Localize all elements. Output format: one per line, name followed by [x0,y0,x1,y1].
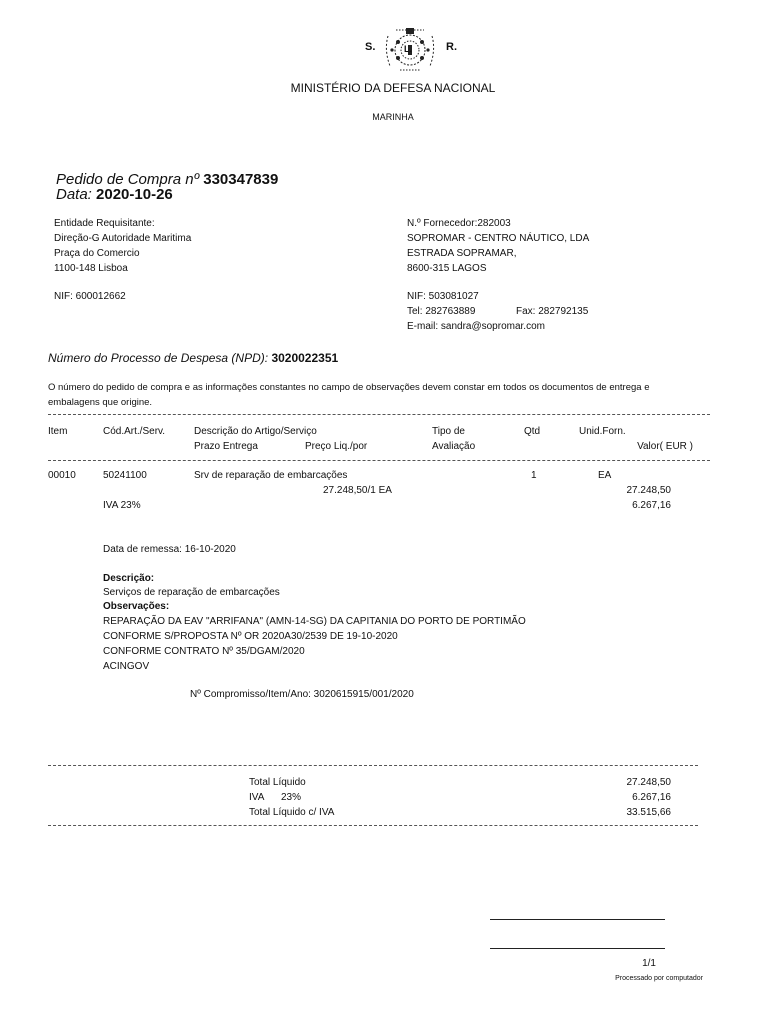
total-gross-label: Total Líquido c/ IVA [249,807,335,818]
order-number: 330347839 [203,171,279,188]
total-net-label: Total Líquido [249,777,306,788]
observation-line: REPARAÇÃO DA EAV "ARRIFANA" (AMN-14-SG) DA CAPITANIA DO PORTO DE PORTIMÃO [103,616,526,627]
description-text: Serviços de reparação de embarcações [103,587,280,598]
line-item-number: 00010 [48,470,76,481]
total-gross-value: 33.515,66 [626,807,671,818]
requester-nif: NIF: 600012662 [54,291,126,302]
observation-line: CONFORME S/PROPOSTA Nº OR 2020A30/2539 DE 19-10-2020 [103,631,398,642]
total-vat-value: 6.267,16 [632,792,671,803]
col-eval-type-1: Tipo de [432,426,465,437]
observation-line: CONFORME CONTRATO Nº 35/DGAM/2020 [103,646,305,657]
npd-label: Número do Processo de Despesa (NPD): [48,351,269,365]
requester-line-2: Direção-G Autoridade Maritima [54,233,192,244]
line-item-qty: 1 [531,470,537,481]
supplier-nif: NIF: 503081027 [407,291,479,302]
order-date: 2020-10-26 [96,186,173,203]
col-qty: Qtd [524,426,541,437]
col-description: Descrição do Artigo/Serviço [194,426,317,437]
line-item-value: 27.248,50 [626,485,671,496]
ministry-title: MINISTÉRIO DA DEFESA NACIONAL [290,81,496,95]
col-price: Preço Liq./por [305,441,368,452]
npd-line [48,351,338,365]
npd-value: 3020022351 [271,351,339,365]
notice-line-2: embalagens que origine. [48,397,153,408]
crest-letter-s: S. [365,41,376,53]
signature-line [490,919,665,920]
col-item: Item [48,426,68,437]
branch-title: MARINHA [372,112,414,122]
crest-letter-l: L. [404,44,412,54]
requester-line-4: 1100-148 Lisboa [54,263,128,274]
order-title-label: Pedido de Compra nº [56,171,200,188]
col-eval-type-2: Avaliação [432,441,476,452]
supplier-line-2: SOPROMAR - CENTRO NÁUTICO, LDA [407,233,590,244]
line-item-unit-price: 27.248,50/1 EA [323,485,392,496]
supplier-email: E-mail: sandra@sopromar.com [407,321,545,332]
line-item-vat-value: 6.267,16 [632,500,671,511]
notice-line-1: O número do pedido de compra e as informações constantes no campo de observações devem constar em todos os documentos de entrega e [48,382,650,393]
delivery-date: 16-10-2020 [184,544,236,555]
supplier-line-3: ESTRADA SOPRAMAR, [407,248,517,259]
supplier-line-4: 8600-315 LAGOS [407,263,487,274]
observation-line: ACINGOV [103,661,150,672]
total-vat-label: IVA [249,792,265,803]
col-deadline: Prazo Entrega [194,441,258,452]
col-value: Valor( EUR ) [637,441,693,452]
requester-line-3: Praça do Comercio [54,248,140,259]
col-unit: Unid.Forn. [579,426,626,437]
supplier-line-1: N.º Fornecedor:282003 [407,218,511,229]
line-item-code: 50241100 [103,470,147,481]
supplier-fax: Fax: 282792135 [516,306,589,317]
page-number: 1/1 [642,958,656,969]
crest-letter-r: R. [446,41,457,53]
processed-by-computer: Processado por computador [615,975,703,982]
divider [48,765,698,766]
order-date-label: Data: [56,186,92,203]
divider [48,460,710,461]
description-label: Descrição: [103,573,155,584]
requester-line-1: Entidade Requisitante: [54,218,155,229]
signature-line [490,948,665,949]
divider [48,414,710,415]
line-item-unit: EA [598,470,612,481]
delivery-date-line [103,544,236,555]
order-date-line [56,186,173,203]
total-vat-rate: 23% [281,792,302,803]
divider [48,825,698,826]
commitment-number: Nº Compromisso/Item/Ano: 3020615915/001/2020 [190,689,414,700]
coat-of-arms [360,26,460,74]
observations-label: Observações: [103,601,170,612]
delivery-date-label: Data de remessa: [103,544,182,555]
line-item-vat-label: IVA 23% [103,500,141,511]
total-net-value: 27.248,50 [626,777,671,788]
line-item-description: Srv de reparação de embarcações [194,470,348,481]
supplier-tel: Tel: 282763889 [407,306,476,317]
col-code: Cód.Art./Serv. [103,426,166,437]
